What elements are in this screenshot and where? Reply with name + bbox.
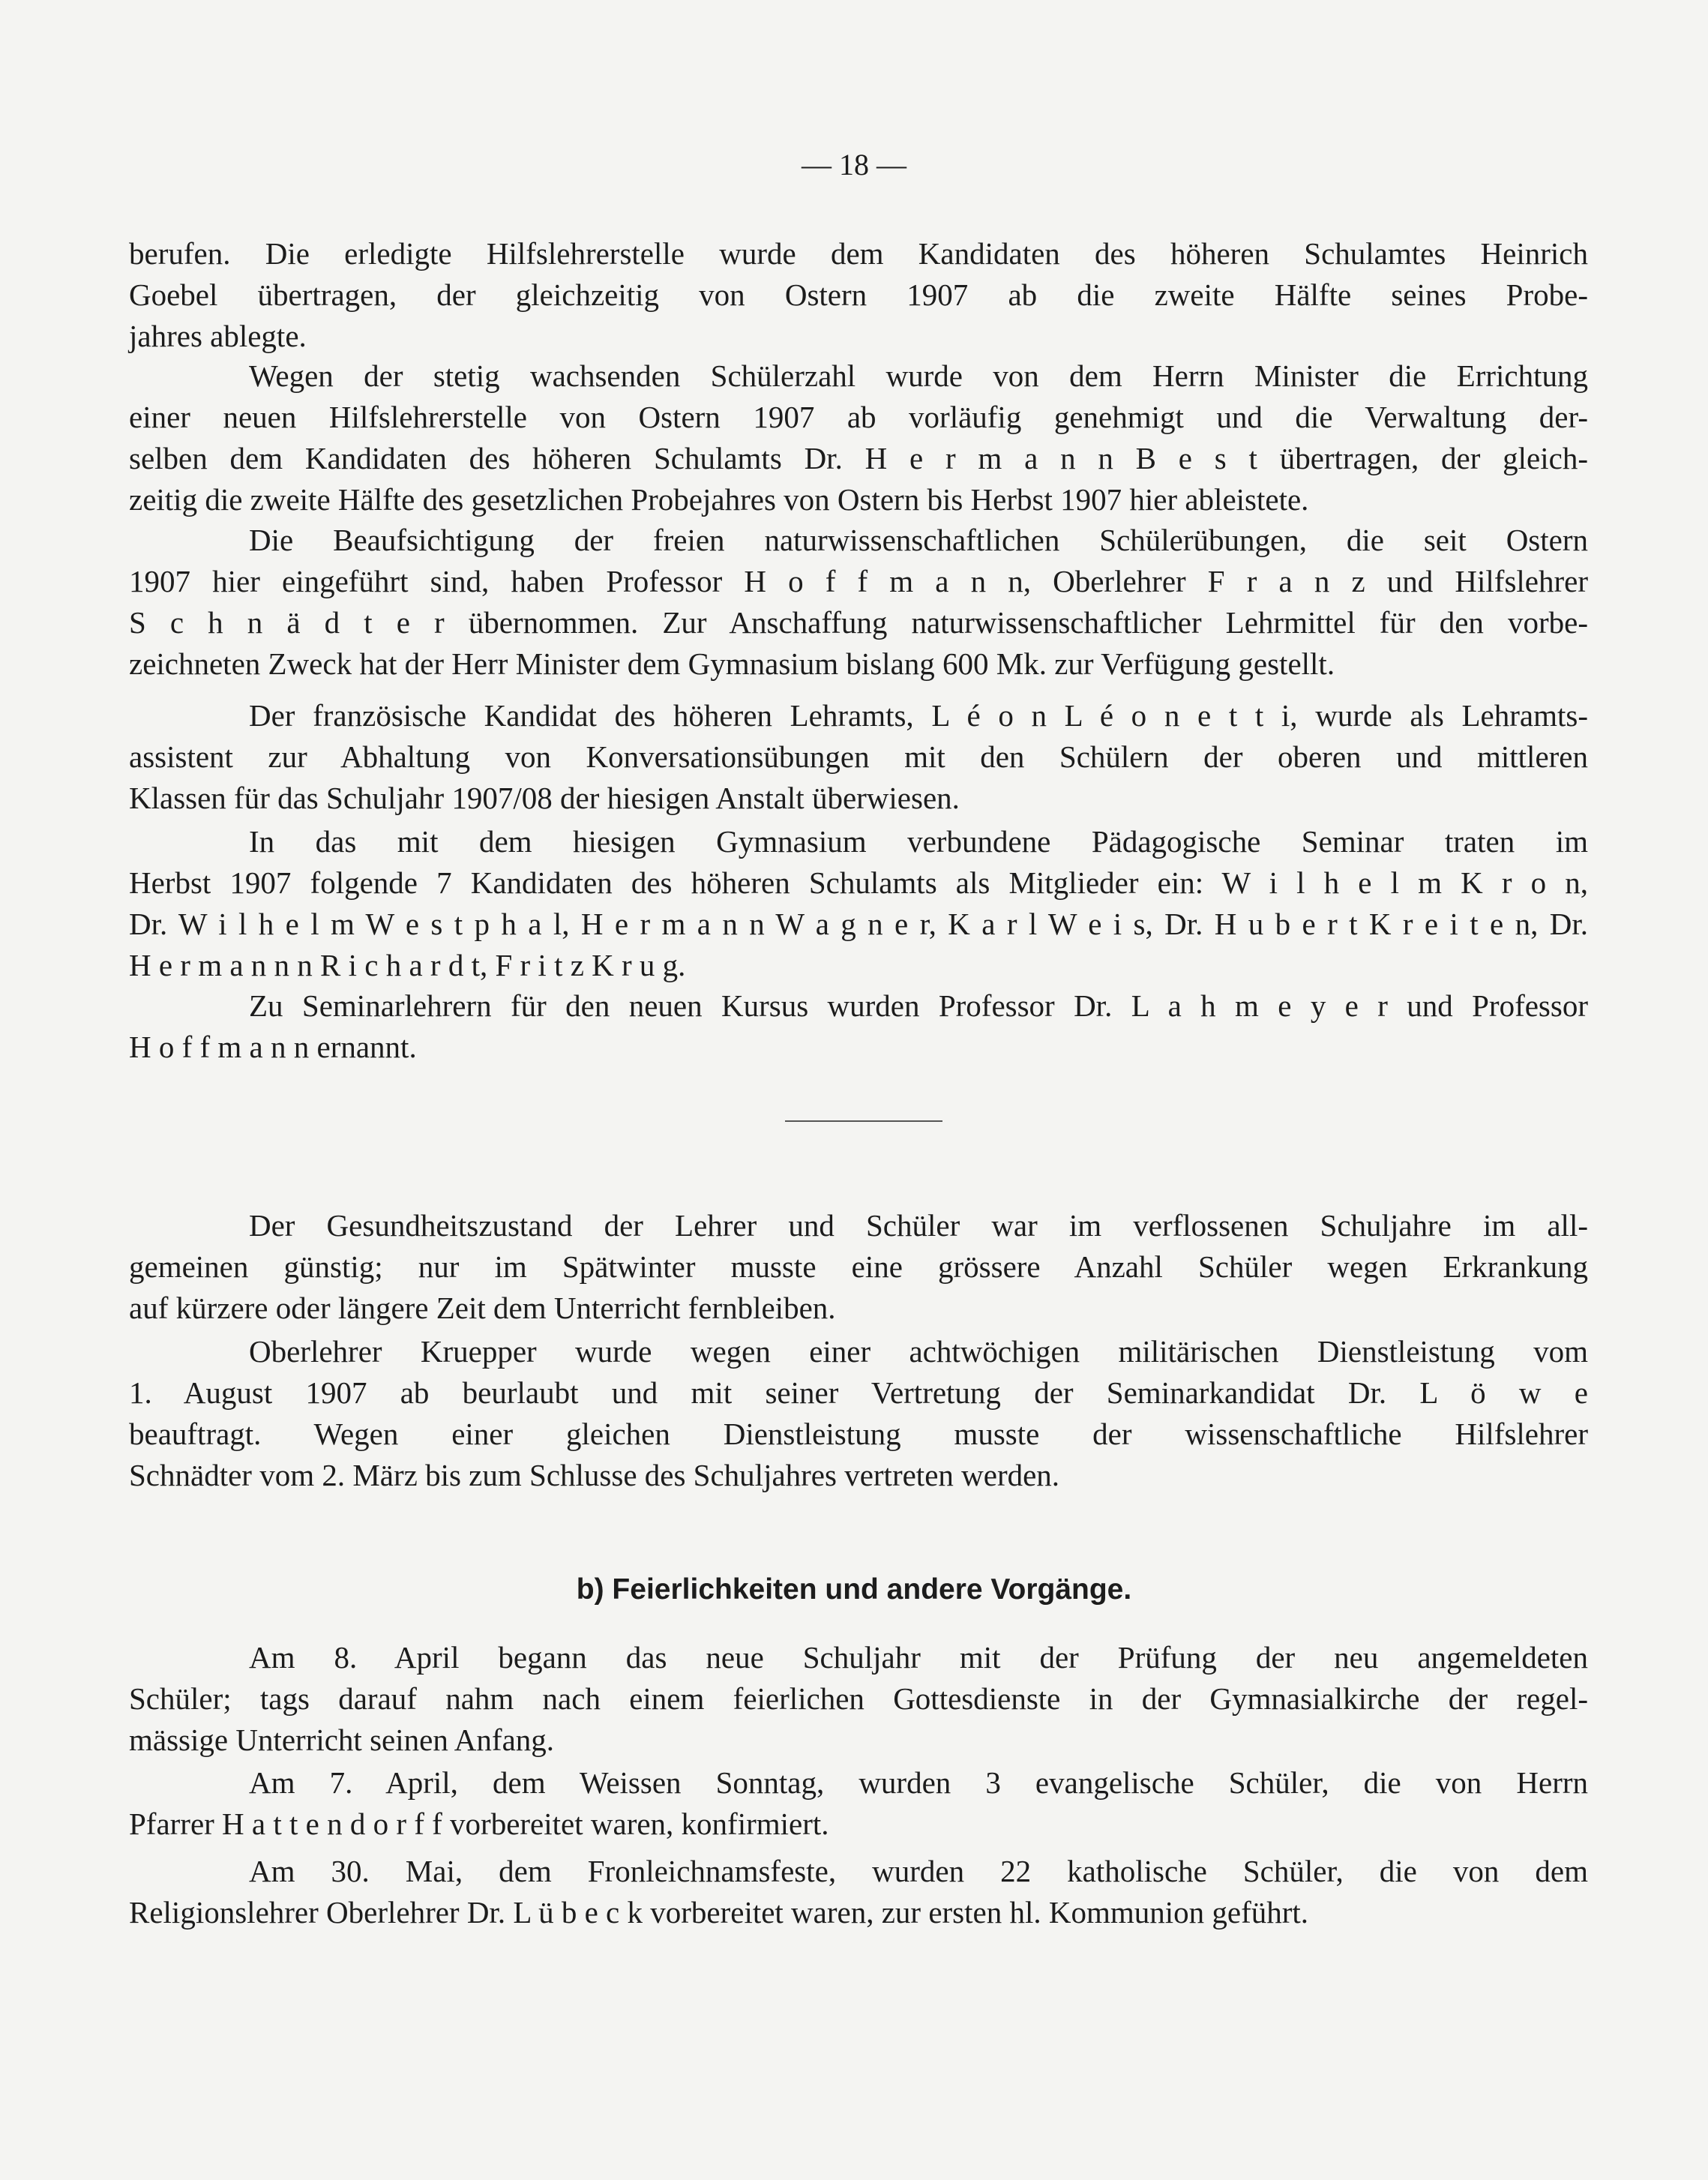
text-line: Dr. W i l h e l m W e s t p h a l, H e r m a n n W a g n e r, K a r l W e i s, Dr. H u b e r t K r e i t e n, Dr. (129, 907, 1588, 941)
text-line: Schnädter vom 2. März bis zum Schlusse des Schuljahres vertreten werden. (129, 1458, 1060, 1492)
paragraph (129, 1205, 1588, 1329)
text-line: H o f f m a n n ernannt. (129, 1030, 417, 1064)
text-line: 1907 hier eingeführt sind, haben Professor H o f f m a n n, Oberlehrer F r a n z und Hilfslehrer (129, 564, 1588, 598)
text-line: Die Beaufsichtigung der freien naturwissenschaftlichen Schülerübungen, die seit Ostern (249, 523, 1588, 557)
text-line: assistent zur Abhaltung von Konversationsübungen mit den Schülern der oberen und mittleren (129, 739, 1588, 774)
text-line: H e r m a n n n R i c h a r d t, F r i t z K r u g. (129, 948, 686, 982)
text-line: Pfarrer H a t t e n d o r f f vorbereitet waren, konfirmiert. (129, 1807, 829, 1841)
text-line: Oberlehrer Kruepper wurde wegen einer achtwöchigen militärischen Dienstleistung vom (249, 1334, 1588, 1369)
text-line: gemeinen günstig; nur im Spätwinter musste eine grössere Anzahl Schüler wegen Erkrankung (129, 1249, 1588, 1284)
text-line: zeichneten Zweck hat der Herr Minister dem Gymnasium bislang 600 Mk. zur Verfügung gestellt. (129, 646, 1335, 681)
text-line: Religionslehrer Oberlehrer Dr. L ü b e c k vorbereitet waren, zur ersten hl. Kommunion geführt. (129, 1895, 1309, 1930)
paragraph (129, 520, 1588, 685)
paragraph (129, 821, 1588, 986)
paragraph (129, 1851, 1588, 1933)
paragraph (129, 1762, 1588, 1845)
text-line: Goebel übertragen, der gleichzeitig von Ostern 1907 ab die zweite Hälfte seines Probe- (129, 277, 1588, 312)
text-line: Wegen der stetig wachsenden Schülerzahl wurde von dem Herrn Minister die Errichtung (249, 358, 1588, 393)
text-line: mässige Unterricht seinen Anfang. (129, 1723, 555, 1757)
text-line: Am 7. April, dem Weissen Sonntag, wurden 3 evangelische Schüler, die von Herrn (249, 1765, 1588, 1800)
text-line: beauftragt. Wegen einer gleichen Dienstleistung musste der wissenschaftliche Hilfslehrer (129, 1417, 1588, 1451)
section-heading: b) Feierlichkeiten und andere Vorgänge. (576, 1573, 1132, 1606)
text-line: In das mit dem hiesigen Gymnasium verbundene Pädagogische Seminar traten im (249, 824, 1588, 859)
text-line: auf kürzere oder längere Zeit dem Unterricht fernbleiben. (129, 1291, 836, 1325)
paragraph (129, 355, 1588, 520)
text-line: Zu Seminarlehrern für den neuen Kursus wurden Professor Dr. L a h m e y e r und Professor (249, 988, 1588, 1023)
text-line: Der Gesundheitszustand der Lehrer und Schüler war im verflossenen Schuljahre im all- (249, 1208, 1588, 1243)
text-line: zeitig die zweite Hälfte des gesetzlichen Probejahres von Ostern bis Herbst 1907 hier ableistete. (129, 482, 1309, 517)
text-line: S c h n ä d t e r übernommen. Zur Anschaffung naturwissenschaftlicher Lehrmittel für den vorbe- (129, 605, 1588, 640)
paragraph (129, 1331, 1588, 1496)
page-number: — 18 — (802, 148, 906, 181)
text-line: Am 8. April begann das neue Schuljahr mit der Prüfung der neu angemeldeten (249, 1640, 1588, 1675)
paragraph (129, 1637, 1588, 1761)
text-line: 1. August 1907 ab beurlaubt und mit seiner Vertretung der Seminarkandidat Dr. L ö w e (129, 1375, 1588, 1410)
text-line: Der französische Kandidat des höheren Lehramts, L é o n L é o n e t t i, wurde als Lehramts- (249, 698, 1588, 733)
text-line: einer neuen Hilfslehrerstelle von Ostern 1907 ab vorläufig genehmigt und die Verwaltung der- (129, 400, 1588, 434)
text-line: Schüler; tags darauf nahm nach einem feierlichen Gottesdienste in der Gymnasialkirche der regel- (129, 1681, 1588, 1716)
text-line: Am 30. Mai, dem Fronleichnamsfeste, wurden 22 katholische Schüler, die von dem (249, 1854, 1588, 1888)
text-line: Herbst 1907 folgende 7 Kandidaten des höheren Schulamts als Mitglieder ein: W i l h e l m K r o n, (129, 865, 1588, 900)
paragraph (129, 695, 1588, 819)
text-line: Klassen für das Schuljahr 1907/08 der hiesigen Anstalt überwiesen. (129, 781, 960, 815)
paragraph (129, 233, 1588, 357)
text-line: berufen. Die erledigte Hilfslehrerstelle wurde dem Kandidaten des höheren Schulamtes Heinrich (129, 236, 1588, 271)
text-line: jahres ablegte. (129, 319, 307, 353)
paragraph (129, 985, 1588, 1068)
section-divider (785, 1120, 942, 1122)
text-line: selben dem Kandidaten des höheren Schulamts Dr. H e r m a n n B e s t übertragen, der gleich- (129, 441, 1588, 475)
